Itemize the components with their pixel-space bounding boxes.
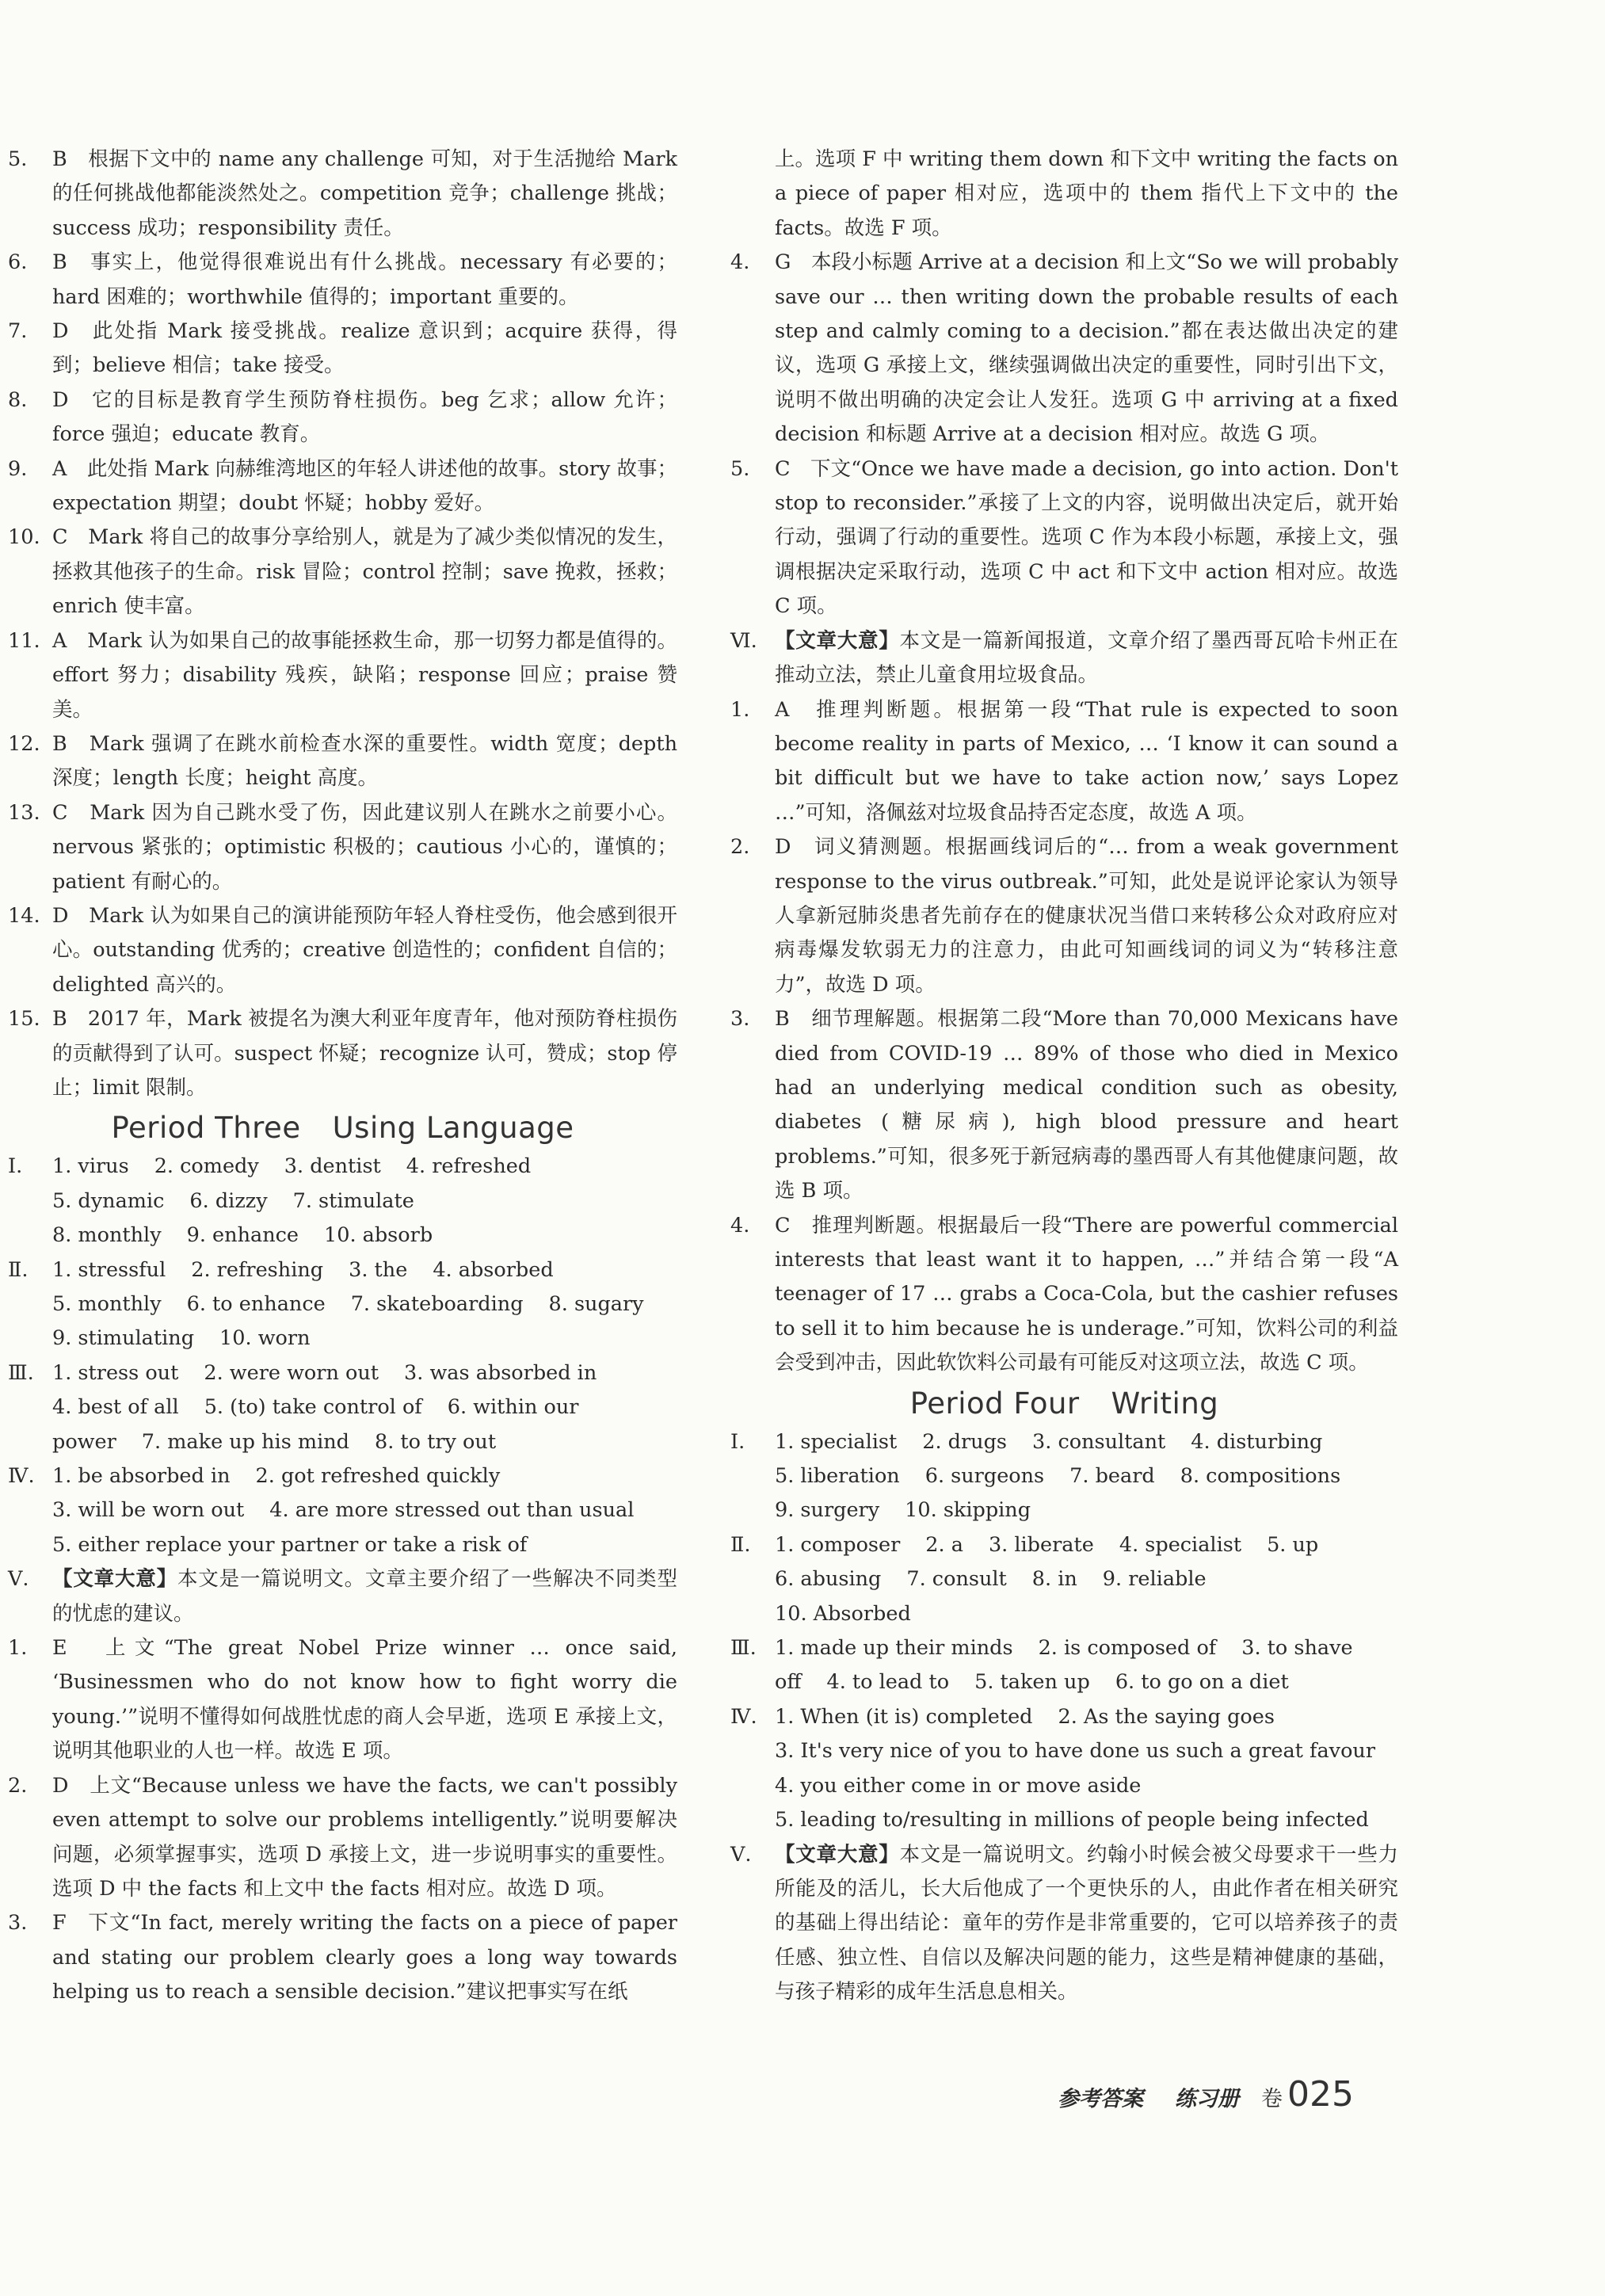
item-number: 2. — [730, 835, 750, 860]
answer-item — [8, 452, 677, 521]
item-number: 2. — [8, 1773, 28, 1798]
item-number: 11. — [8, 628, 40, 653]
short-answer: 3. the — [349, 1257, 408, 1282]
short-answer: 2. As the saying goes — [1058, 1704, 1275, 1729]
short-answer: 8. sugary — [548, 1292, 644, 1316]
answer-row — [52, 1150, 677, 1184]
short-answer: 10. worn — [219, 1326, 311, 1351]
summary-text: 本文是一篇说明文。约翰小时候会被父母要求干一些力所能及的活儿，长大后他成了一个更快乐的人，由此作者在相关研究的基础上得出结论：童年的劳作是非常重要的，它可以培养孩子的责任感、独立性、自信以及解决问题的能力，这些是精神健康的基础，与孩子精彩的成年生活息息相关。 — [775, 1842, 1398, 2004]
item-number: 5. — [730, 456, 750, 481]
answer-row — [52, 1459, 677, 1493]
continued-text: 上。选项 F 中 writing them down 和下文中 writing the facts on a piece of paper 相对应，选项中的 them 指代上下文中的 the facts。故选 F 项。 — [775, 147, 1398, 240]
short-answer: 4. you either come in or move aside — [775, 1773, 1142, 1798]
answer-item — [730, 246, 1398, 452]
answer-row — [775, 1493, 1398, 1527]
item-number: 13. — [8, 800, 40, 825]
exercise-groups — [730, 1425, 1398, 1838]
summary-tag: 【文章大意】 — [52, 1567, 177, 1592]
short-answer: 6. dizzy — [189, 1188, 268, 1213]
short-answer: 8. compositions — [1180, 1464, 1341, 1489]
short-answer: 9. reliable — [1102, 1567, 1207, 1592]
answer-row — [52, 1219, 677, 1253]
short-answer: 4. disturbing — [1191, 1429, 1323, 1454]
item-explanation: D 上文“Because unless we have the facts, we can't possibly even attempt to solve our problems intelligently.”说明要解决问题，必须掌握事实，选项 D 承接上文，进一步说明事实的重要性。选项 D 中 the facts 和上文中 the facts 相对应。故选 D 项。 — [52, 1773, 677, 1901]
answer-item — [8, 1769, 677, 1907]
short-answer: 1. stressful — [52, 1257, 166, 1282]
item-explanation: B 事实上，他觉得很难说出有什么挑战。necessary 有必要的；hard 困难的；worthwhile 值得的；important 重要的。 — [52, 250, 677, 309]
answer-item — [730, 1002, 1398, 1208]
short-answer: 3. It's very nice of you to have done us such a great favour — [775, 1739, 1376, 1764]
answer-list — [8, 143, 677, 1105]
item-explanation: A 推理判断题。根据第一段“That rule is expected to soon become reality in parts of Mexico, … ‘I know it can sound a bit difficult but we have to take action now,’ says Lopez …”可知，洛佩兹对垃圾食品持否定态度，故选 A 项。 — [775, 697, 1398, 825]
item-explanation: C Mark 因为自己跳水受了伤，因此建议别人在跳水之前要小心。nervous 紧张的；optimistic 积极的；cautious 小心的，谨慎的；patient 有耐心的。 — [52, 800, 677, 894]
item-number: 1. — [8, 1636, 28, 1661]
item-explanation: B 根据下文中的 name any challenge 可知，对于生活抛给 Mark 的任何挑战他都能淡然处之。competition 竞争；challenge 挑战；success 成功；responsibility 责任。 — [52, 147, 677, 240]
item-number: 8. — [8, 387, 28, 412]
answer-list — [730, 246, 1398, 624]
answer-item — [8, 1631, 677, 1769]
answer-row — [775, 1597, 1398, 1631]
short-answer: 1. made up their minds — [775, 1636, 1013, 1661]
footer-label-workbook: 练习册 — [1175, 2087, 1239, 2111]
short-answer: 8. to try out — [374, 1429, 497, 1454]
item-explanation: E 上文“The great Nobel Prize winner … once said, ‘Businessmen who do not know how to fight worry die young.’”说明不懂得如何战胜忧虑的商人会早逝，选项 E 承接上文，说明其他职业的人也一样。故选 E 项。 — [52, 1636, 677, 1764]
short-answer: 3. consultant — [1032, 1429, 1166, 1454]
short-answer: 1. stress out — [52, 1360, 179, 1385]
item-number: 6. — [8, 250, 28, 275]
short-answer: 1. When (it is) completed — [775, 1704, 1033, 1729]
short-answer: 2. comedy — [154, 1154, 259, 1179]
item-number: 15. — [8, 1007, 40, 1032]
answer-item — [730, 693, 1398, 831]
right-column — [730, 143, 1398, 2010]
answer-row — [775, 1631, 1398, 1665]
item-explanation: C 下文“Once we have made a decision, go into action. Don't stop to reconsider.”承接了上文的内容，说明做出决定后，就开始行动，强调了行动的重要性。选项 C 作为本段小标题，承接上文，强调根据决定采取行动，选项 C 中 act 和下文中 action 相对应。故选 C 项。 — [775, 456, 1398, 619]
short-answer: 10. skipping — [905, 1498, 1031, 1523]
group-number: Ⅲ. — [730, 1636, 757, 1661]
short-answer: 5. taken up — [974, 1670, 1090, 1695]
exercise-group — [8, 1253, 677, 1356]
answer-item — [8, 796, 677, 899]
exercise-groups — [8, 1150, 677, 1562]
item-explanation: D 它的目标是教育学生预防脊柱损伤。beg 乞求；allow 允许；force 强迫；educate 教育。 — [52, 387, 677, 447]
short-answer: 6. to enhance — [186, 1292, 326, 1316]
short-answer: 1. be absorbed in — [52, 1464, 231, 1489]
short-answer: 1. virus — [52, 1154, 129, 1179]
group-number: Ⅱ. — [730, 1532, 751, 1557]
item-explanation: C Mark 将自己的故事分享给别人，就是为了减少类似情况的发生，拯救其他孩子的生命。risk 冒险；control 控制；save 挽救，拯救；enrich 使丰富。 — [52, 525, 677, 619]
item-number: 3. — [730, 1007, 750, 1032]
short-answer: 4. are more stressed out than usual — [269, 1498, 635, 1523]
item-number: 12. — [8, 731, 40, 756]
answer-item — [730, 1209, 1398, 1381]
answer-row — [775, 1734, 1401, 1768]
short-answer: 5. monthly — [52, 1292, 162, 1316]
period-name: Period Four — [909, 1386, 1080, 1421]
short-answer: 9. surgery — [775, 1498, 880, 1523]
short-answer: 5. liberation — [775, 1464, 900, 1489]
summary-text: 本文是一篇说明文。文章主要介绍了一些解决不同类型的忧虑的建议。 — [52, 1567, 677, 1626]
short-answer: 2. a — [925, 1532, 963, 1557]
item-number: 7. — [8, 319, 28, 344]
item-explanation: A Mark 认为如果自己的故事能拯救生命，那一切努力都是值得的。effort 努力；disability 残疾，缺陷；response 回应；praise 赞美。 — [52, 628, 677, 722]
answer-row — [52, 1184, 677, 1219]
answer-item — [8, 899, 677, 1002]
item-number: 4. — [730, 1213, 750, 1238]
answer-item — [8, 1002, 677, 1105]
short-answer: 7. consult — [906, 1567, 1007, 1592]
summary-tag: 【文章大意】 — [775, 628, 900, 653]
exercise-group — [730, 1631, 1398, 1700]
short-answer: 4. absorbed — [433, 1257, 554, 1282]
short-answer: 3. liberate — [988, 1532, 1094, 1557]
passage-summary — [730, 624, 1398, 693]
answer-row — [775, 1700, 1401, 1734]
short-answer: 4. refreshed — [406, 1154, 532, 1179]
short-answer: 1. composer — [775, 1532, 901, 1557]
item-explanation: A 此处指 Mark 向赫维湾地区的年轻人讲述他的故事。story 故事；expectation 期望；doubt 怀疑；hobby 爱好。 — [52, 456, 677, 516]
short-answer: 2. drugs — [922, 1429, 1008, 1454]
short-answer: 5. (to) take control of — [204, 1395, 422, 1420]
item-explanation: C 推理判断题。根据最后一段“There are powerful commercial interests that least want it to happen, …”并结合第一段“A teenager of 17 … grabs a Coca-Cola, but the cashier refuses to sell it to him because he is underage.”可知，饮料公司的利益会受到冲击，因此软饮料公司最有可能反对这项立法，故选 C 项。 — [775, 1213, 1398, 1375]
short-answer: 9. enhance — [186, 1223, 299, 1248]
short-answer: 7. make up his mind — [141, 1429, 349, 1454]
short-answer: 3. was absorbed in — [404, 1360, 597, 1385]
item-explanation: B Mark 强调了在跳水前检查水深的重要性。width 宽度；depth 深度；length 长度；height 高度。 — [52, 731, 677, 791]
group-number: Ⅱ. — [8, 1257, 29, 1282]
group-number: Ⅰ. — [8, 1154, 23, 1179]
short-answer: power — [52, 1429, 116, 1454]
item-explanation: B 2017 年，Mark 被提名为澳大利亚年度青年，他对预防脊柱损伤的贡献得到了认可。suspect 怀疑；recognize 认可，赞成；stop 停止；limit 限制。 — [52, 1007, 677, 1100]
exercise-group — [730, 1425, 1398, 1528]
page-number: 025 — [1287, 2074, 1354, 2115]
group-number: Ⅲ. — [8, 1360, 34, 1385]
answer-item — [8, 143, 677, 246]
footer-label-answers: 参考答案 — [1058, 2087, 1143, 2111]
short-answer: 4. best of all — [52, 1395, 179, 1420]
passage-summary — [730, 1838, 1398, 2010]
answer-row — [52, 1253, 677, 1287]
answer-row — [775, 1459, 1398, 1493]
item-number: 9. — [8, 456, 28, 481]
short-answer: 7. beard — [1069, 1464, 1155, 1489]
period-topic: Using Language — [332, 1111, 574, 1146]
short-answer: 6. to go on a diet — [1115, 1670, 1289, 1695]
answer-row — [775, 1769, 1401, 1803]
item-explanation: B 细节理解题。根据第二段“More than 70,000 Mexicans have died from COVID-19 … 89% of those who died in Mexico had an underlying medical condition such as obesity, diabetes (糖尿病), high blood pressure and heart problems.”可知，很多死于新冠病毒的墨西哥人有其他健康问题，故选 B 项。 — [775, 1007, 1398, 1203]
group-number: Ⅰ. — [730, 1429, 745, 1454]
answer-row — [52, 1493, 677, 1527]
short-answer: off — [775, 1670, 802, 1695]
item-number: 5. — [8, 147, 28, 171]
exercise-group — [8, 1150, 677, 1253]
group-number: Ⅳ. — [8, 1464, 35, 1489]
answer-row — [775, 1803, 1401, 1837]
exercise-group — [8, 1356, 677, 1459]
item-explanation: D Mark 认为如果自己的演讲能预防年轻人脊柱受伤，他会感到很开心。outstanding 优秀的；creative 创造性的；confident 自信的；delighted 高兴的。 — [52, 903, 677, 997]
summary-text: 本文是一篇新闻报道，文章介绍了墨西哥瓦哈卡州正在推动立法，禁止儿童食用垃圾食品。 — [775, 628, 1398, 688]
section-heading-period-four — [730, 1383, 1398, 1425]
period-topic: Writing — [1111, 1386, 1219, 1421]
answer-row — [52, 1287, 677, 1322]
answer-row — [775, 1665, 1398, 1699]
item-explanation: D 词义猜测题。根据画线词后的“… from a weak government response to the virus outbreak.”可知，此处是说评论家认为领导人拿新冠肺炎患者先前存在的健康状况当借口来转移公众对政府应对病毒爆发软弱无力的注意力，由此可知画线词的词义为“转移注意力”，故选 D 项。 — [775, 835, 1398, 997]
passage-summary — [8, 1562, 677, 1631]
short-answer: 6. within our — [447, 1395, 579, 1420]
page-footer — [1058, 2074, 1354, 2115]
item-explanation: F 下文“In fact, merely writing the facts on a piece of paper and stating our problem clearly goes a long way towards helping us to reach a sensible decision.”建议把事实写在纸 — [52, 1911, 677, 2004]
exercise-group — [730, 1700, 1398, 1838]
short-answer: 2. were worn out — [204, 1360, 379, 1385]
short-answer: 5. dynamic — [52, 1188, 165, 1213]
item-explanation: D 此处指 Mark 接受挑战。realize 意识到；acquire 获得，得到；believe 相信；take 接受。 — [52, 319, 677, 378]
summary-prefix: Ⅴ. — [730, 1842, 752, 1867]
exercise-group — [8, 1459, 677, 1562]
item-number: 3. — [8, 1911, 28, 1936]
answer-item — [8, 315, 677, 383]
answer-item — [8, 1906, 677, 2009]
short-answer: 2. got refreshed quickly — [255, 1464, 501, 1489]
short-answer: 8. monthly — [52, 1223, 162, 1248]
answer-row — [775, 1425, 1398, 1459]
answer-row — [52, 1425, 677, 1459]
summary-tag: 【文章大意】 — [775, 1842, 900, 1867]
group-number: Ⅳ. — [730, 1704, 757, 1729]
item-number: 14. — [8, 903, 40, 928]
answer-row — [775, 1562, 1398, 1596]
short-answer: 6. surgeons — [924, 1464, 1045, 1489]
answer-item — [730, 830, 1398, 1002]
item-explanation: G 本段小标题 Arrive at a decision 和上文“So we will probably save our … then writing down the probable results of each step and calmly coming to a decision.”都在表达做出决定的建议，选项 G 承接上文，继续强调做出决定的重要性，同时引出下文，说明不做出明确的决定会让人发狂。选项 G 中 arriving at a fixed decision 和标题 Arrive at a decision 相对应。故选 G 项。 — [775, 250, 1398, 447]
answer-row — [775, 1528, 1398, 1562]
short-answer: 10. absorb — [324, 1223, 433, 1248]
period-name: Period Three — [111, 1111, 301, 1146]
short-answer: 4. to lead to — [826, 1670, 950, 1695]
answer-item — [8, 727, 677, 796]
answer-list — [730, 693, 1398, 1381]
answer-row — [52, 1528, 677, 1562]
item-number: 4. — [730, 250, 750, 275]
short-answer: 2. refreshing — [191, 1257, 324, 1282]
short-answer: 3. to shave — [1241, 1636, 1353, 1661]
short-answer: 5. either replace your partner or take a risk of — [52, 1532, 528, 1557]
short-answer: 8. in — [1031, 1567, 1077, 1592]
answer-item — [730, 452, 1398, 624]
short-answer: 6. abusing — [775, 1567, 882, 1592]
short-answer: 7. stimulate — [292, 1188, 414, 1213]
summary-prefix: Ⅵ. — [730, 628, 757, 653]
left-column — [8, 143, 677, 2010]
exercise-group — [730, 1528, 1398, 1631]
item-number: 10. — [8, 525, 40, 550]
answer-item — [8, 521, 677, 624]
answer-item — [8, 383, 677, 452]
answer-item — [8, 246, 677, 315]
summary-prefix: Ⅴ. — [8, 1567, 29, 1592]
section-heading-period-three — [8, 1107, 677, 1150]
answer-row — [52, 1322, 677, 1356]
short-answer: 10. Absorbed — [775, 1601, 911, 1626]
short-answer: 7. skateboarding — [350, 1292, 524, 1316]
answer-list — [8, 1631, 677, 2009]
short-answer: 4. specialist — [1119, 1532, 1242, 1557]
item-number: 1. — [730, 697, 750, 722]
short-answer: 3. will be worn out — [52, 1498, 245, 1523]
answer-row — [52, 1390, 677, 1425]
short-answer: 1. specialist — [775, 1429, 898, 1454]
short-answer: 2. is composed of — [1038, 1636, 1217, 1661]
short-answer: 9. stimulating — [52, 1326, 195, 1351]
short-answer: 5. up — [1267, 1532, 1319, 1557]
footer-label-volume: 卷 — [1261, 2087, 1283, 2111]
answer-item — [8, 624, 677, 727]
answer-row — [52, 1356, 677, 1390]
short-answer: 3. dentist — [284, 1154, 381, 1179]
short-answer: 5. leading to/resulting in millions of people being infected — [775, 1808, 1369, 1833]
